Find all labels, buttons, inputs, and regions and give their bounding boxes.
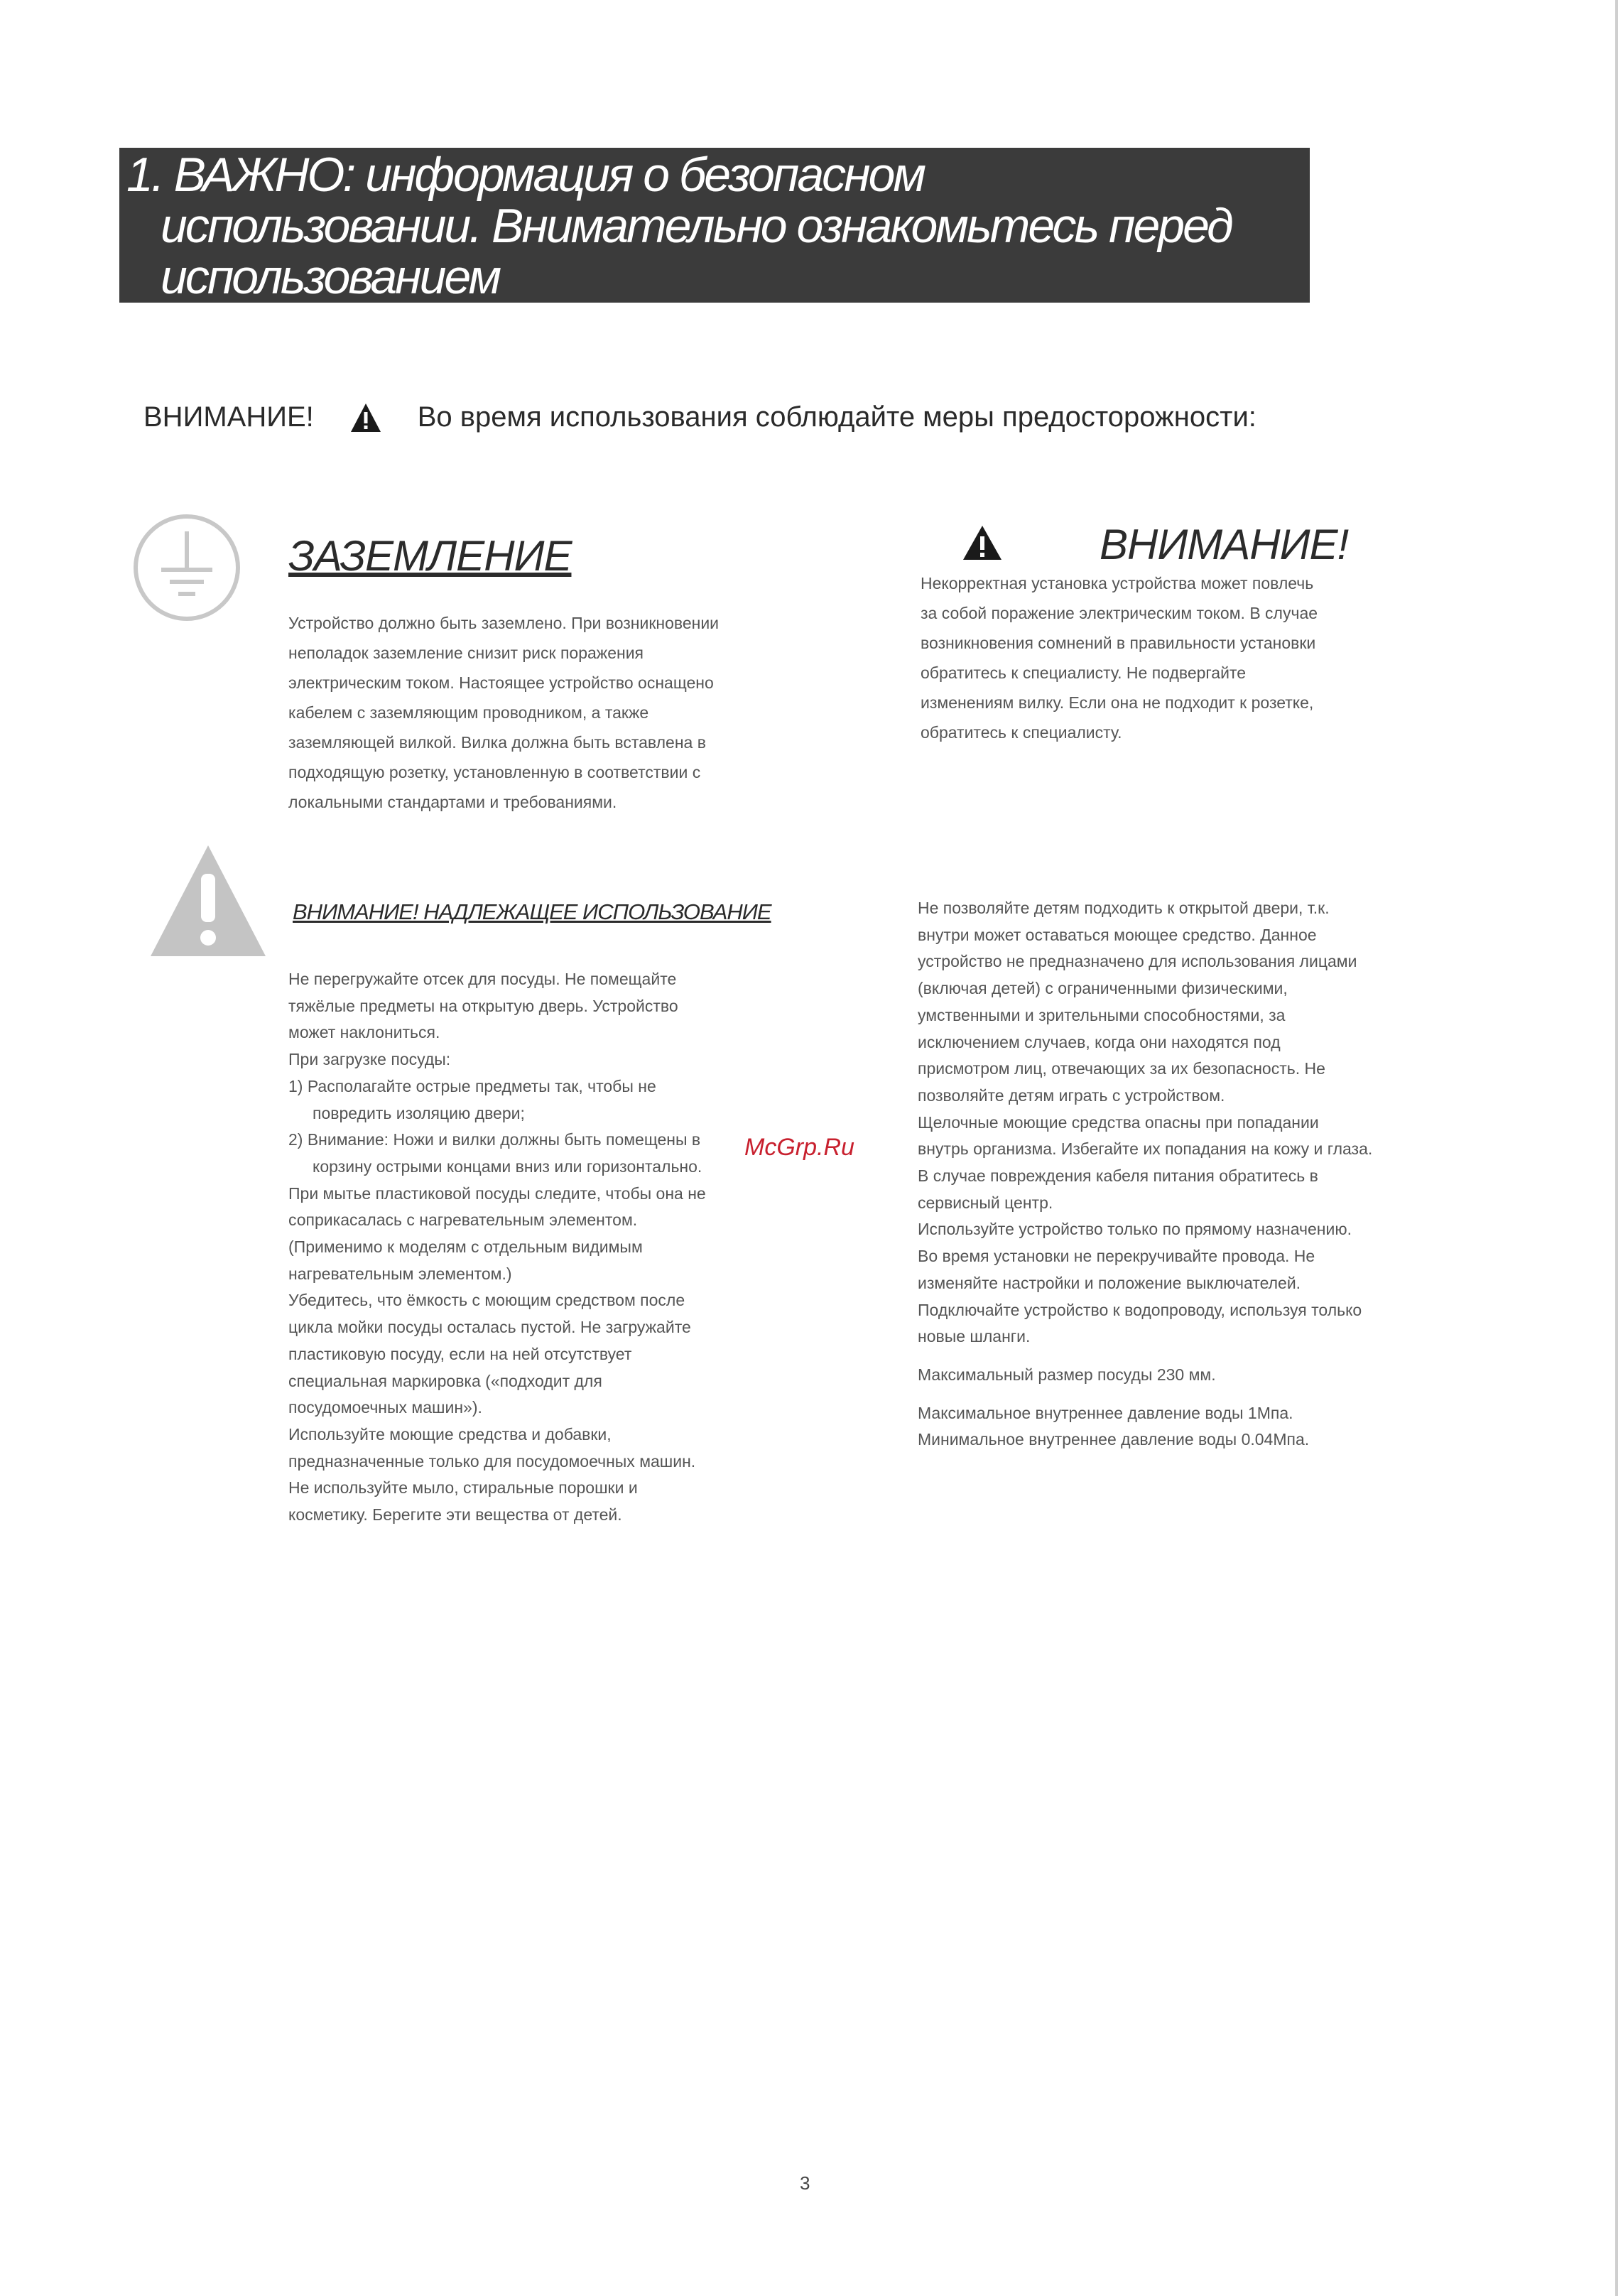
attention-line: Некорректная установка устройства может повлечь xyxy=(921,574,1314,592)
watermark-link[interactable]: McGrp.Ru xyxy=(744,1134,854,1161)
attention-heading: ВНИМАНИЕ! xyxy=(1100,521,1349,568)
proper-use-heading: ВНИМАНИЕ! НАДЛЕЖАЩЕЕ ИСПОЛЬЗОВАНИЕ xyxy=(293,899,771,924)
right-line: внутрь организма. Избегайте их попадания на кожу и глаза. xyxy=(918,1139,1373,1159)
proper-use-line: Не используйте мыло, стиральные порошки и xyxy=(288,1478,638,1498)
grounding-line: локальными стандартами и требованиями. xyxy=(288,793,617,811)
proper-use-line: нагревательным элементом.) xyxy=(288,1264,512,1283)
proper-use-line: 2) Внимание: Ножи и вилки должны быть помещены в xyxy=(288,1130,701,1149)
attention-body xyxy=(921,568,1503,747)
grounding-line: неполадок заземление снизит риск поражения xyxy=(288,644,644,662)
section-title-banner xyxy=(119,148,1310,303)
large-warning-triangle-icon xyxy=(148,843,268,959)
right-line: Во время установки не перекручивайте провода. Не xyxy=(918,1247,1315,1266)
proper-use-line: косметику. Берегите эти вещества от детей. xyxy=(288,1505,622,1525)
warning-text: Во время использования соблюдайте меры предосторожности: xyxy=(417,401,1256,433)
proper-use-line: предназначенные только для посудомоечных машин. xyxy=(288,1451,696,1471)
grounding-line: подходящую розетку, установленную в соответствии с xyxy=(288,763,701,781)
right-line: присмотром лиц, отвечающих за их безопасность. Не xyxy=(918,1059,1325,1078)
right-line: внутри может оставаться моющее средство. Данное xyxy=(918,925,1317,944)
warning-line xyxy=(143,401,1256,433)
proper-use-line: При загрузке посуды: xyxy=(288,1050,451,1069)
grounding-line: электрическим током. Настоящее устройство оснащено xyxy=(288,673,714,692)
proper-use-line: корзину острыми концами вниз или горизонтально. xyxy=(313,1157,702,1176)
proper-use-line: специальная маркировка («подходит для xyxy=(288,1371,602,1390)
attention-line: возникновения сомнений в правильности установки xyxy=(921,634,1316,652)
proper-use-line: повредить изоляцию двери; xyxy=(313,1103,525,1122)
attention-line: изменениям вилку. Если она не подходит к розетке, xyxy=(921,693,1314,712)
proper-use-line: При мытье пластиковой посуды следите, чтобы она не xyxy=(288,1184,706,1203)
right-line: Используйте устройство только по прямому назначению. xyxy=(918,1220,1352,1239)
proper-use-line: посудомоечных машин»). xyxy=(288,1398,482,1417)
proper-use-line: пластиковую посуду, если на ней отсутствует xyxy=(288,1344,632,1363)
right-line: позволяйте детям играть с устройством. xyxy=(918,1085,1225,1105)
attention-line: обратитесь к специалисту. xyxy=(921,723,1122,742)
warning-prefix: ВНИМАНИЕ! xyxy=(143,401,314,433)
right-line: изменяйте настройки и положение выключателей. xyxy=(918,1273,1301,1292)
attention-line: за собой поражение электрическим током. В случае xyxy=(921,604,1318,622)
page-edge-divider xyxy=(1615,0,1618,2296)
max-pressure: Максимальное внутреннее давление воды 1Мпа. xyxy=(918,1403,1293,1422)
right-column-body xyxy=(918,895,1529,1453)
right-line: (включая детей) с ограниченными физическими, xyxy=(918,979,1288,998)
proper-use-line: (Применимо к моделям с отдельным видимым xyxy=(288,1238,643,1257)
grounding-line: заземляющей вилкой. Вилка должна быть вставлена в xyxy=(288,733,706,752)
proper-use-line: 1) Располагайте острые предметы так, чтобы не xyxy=(288,1076,656,1095)
right-line: Щелочные моющие средства опасны при попадании xyxy=(918,1112,1319,1132)
ground-symbol-icon xyxy=(132,513,241,622)
right-line: Подключайте устройство к водопроводу, используя только xyxy=(918,1300,1362,1319)
grounding-body xyxy=(288,608,885,817)
title-line-2: использовании. Внимательно ознакомьтесь перед xyxy=(161,199,1232,253)
right-line: умственными и зрительными способностями, за xyxy=(918,1005,1286,1024)
grounding-line: Устройство должно быть заземлено. При возникновении xyxy=(288,614,720,632)
right-line: исключением случаев, когда они находятся под xyxy=(918,1032,1281,1051)
proper-use-line: Убедитесь, что ёмкость с моющим средством после xyxy=(288,1291,685,1310)
proper-use-line: соприкасалась с нагревательным элементом. xyxy=(288,1211,638,1230)
grounding-line: кабелем с заземляющим проводником, а также xyxy=(288,703,649,722)
min-pressure: Минимальное внутреннее давление воды 0.04Мпа. xyxy=(918,1430,1310,1449)
warning-triangle-icon xyxy=(962,524,1003,561)
right-line: Не позволяйте детям подходить к открытой двери, т.к. xyxy=(918,899,1330,917)
proper-use-line: цикла мойки посуды осталась пустой. Не загружайте xyxy=(288,1318,691,1337)
attention-line: обратитесь к специалисту. Не подвергайте xyxy=(921,664,1247,682)
warning-triangle-icon xyxy=(349,402,382,433)
right-line: сервисный центр. xyxy=(918,1193,1053,1212)
proper-use-line: Не перегружайте отсек для посуды. Не помещайте xyxy=(288,970,677,988)
max-dish-size: Максимальный размер посуды 230 мм. xyxy=(918,1365,1216,1384)
right-line: устройство не предназначено для использования лицами xyxy=(918,952,1357,971)
right-line: В случае повреждения кабеля питания обратитесь в xyxy=(918,1166,1318,1186)
right-line: новые шланги. xyxy=(918,1327,1031,1346)
page-number: 3 xyxy=(800,2172,810,2194)
proper-use-body xyxy=(288,966,871,1529)
grounding-heading: ЗАЗЕМЛЕНИЕ xyxy=(288,532,572,580)
proper-use-line: может наклониться. xyxy=(288,1023,440,1042)
title-line-3: использованием xyxy=(161,250,500,304)
proper-use-line: Используйте моющие средства и добавки, xyxy=(288,1424,612,1444)
title-line-1: 1. ВАЖНО: информация о безопасном xyxy=(126,148,925,202)
proper-use-line: тяжёлые предметы на открытую дверь. Устройство xyxy=(288,996,678,1015)
